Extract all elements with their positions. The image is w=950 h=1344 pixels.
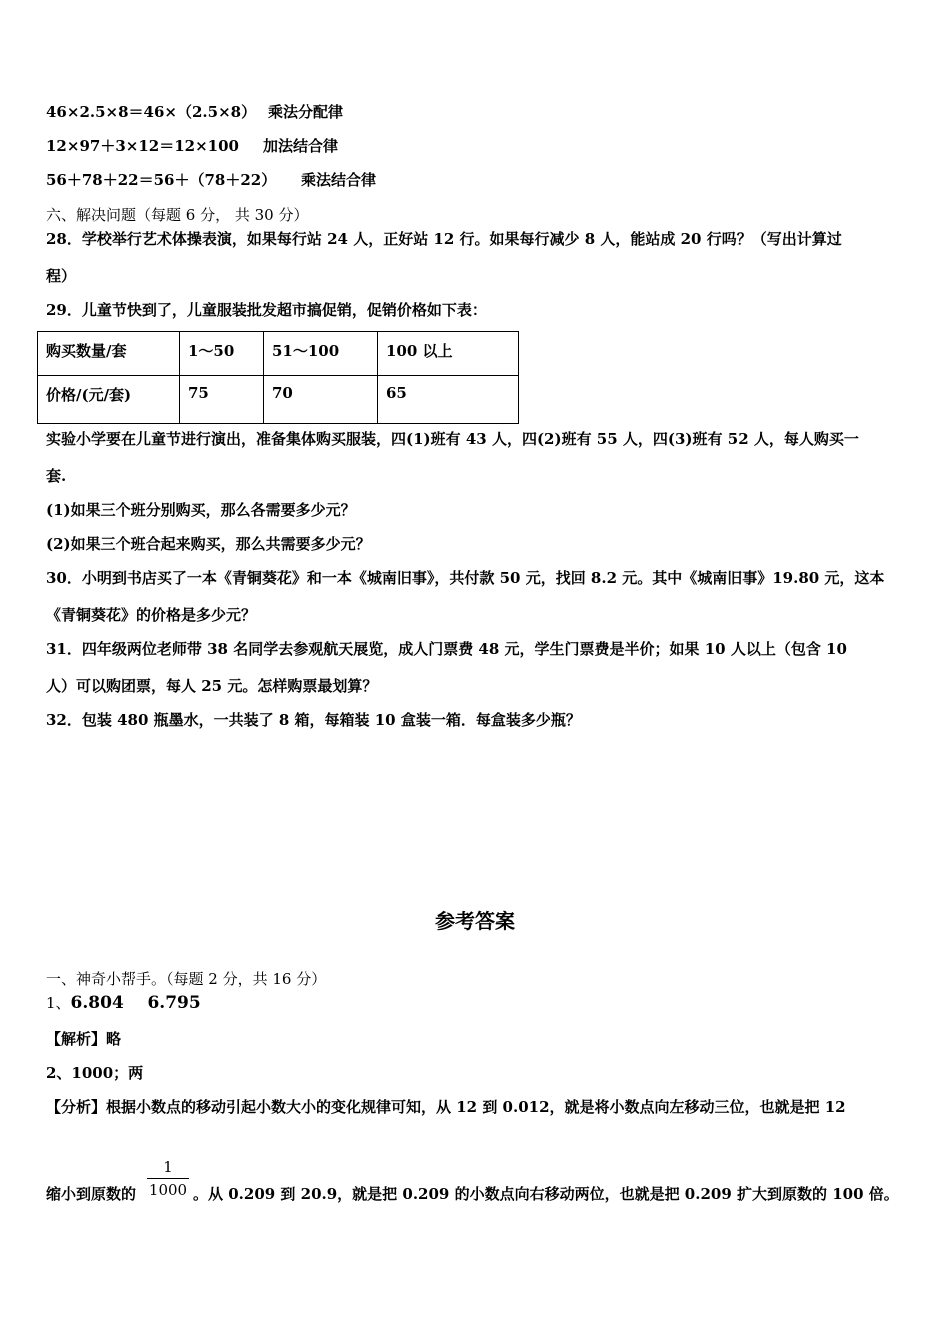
- table-cell: 1～50: [180, 332, 264, 376]
- answer-1-value: 6.804 6.795: [70, 993, 201, 1013]
- table-cell: 价格/(元/套): [38, 376, 180, 424]
- table-cell: 51～100: [264, 332, 378, 376]
- table-cell: 75: [180, 376, 264, 424]
- q30-line1: 30．小明到书店买了一本《青铜葵花》和一本《城南旧事》，共付款 50 元，找回 8.2 元。其中《城南旧事》19.80 元，这本: [46, 569, 885, 587]
- table-cell: 65: [378, 376, 519, 424]
- q32: 32．包装 480 瓶墨水，一共装了 8 箱，每箱装 10 盒装一箱．每盒装多少瓶？: [46, 711, 581, 729]
- answer-2: 2、1000；两: [46, 1064, 144, 1082]
- q29-text1: 实验小学要在儿童节进行演出，准备集体购买服装，四(1)班有 43 人，四(2)班有 55 人，四(3)班有 52 人，每人购买一: [46, 430, 859, 448]
- q30-line2: 《青铜葵花》的价格是多少元？: [46, 606, 257, 624]
- q29-intro: 29．儿童节快到了，儿童服装批发超市搞促销，促销价格如下表：: [46, 301, 487, 319]
- answer-2-analysis-line1: 【分析】根据小数点的移动引起小数大小的变化规律可知，从 12 到 0.012，就是将小数点向左移动三位，也就是把 12: [46, 1098, 846, 1116]
- q31-line2: 人）可以购团票，每人 25 元。怎样购票最划算？: [46, 677, 378, 695]
- law-name-2: 加法结合律: [263, 137, 339, 155]
- answer-1-prefix: 1、: [46, 994, 71, 1012]
- answer-2-text-before: 缩小到原数的: [46, 1185, 137, 1203]
- fraction-numerator: 1: [147, 1158, 189, 1179]
- law-name-1: 乘法分配律: [268, 103, 344, 121]
- q28-line2: 程）: [46, 267, 77, 285]
- law-expr-2: 12×97＋3×12＝12×100: [46, 137, 239, 155]
- q29-sub1: (1)如果三个班分别购买，那么各需要多少元？: [46, 501, 356, 519]
- answers-title: 参考答案: [435, 909, 515, 933]
- fraction-denominator: 1000: [148, 1181, 188, 1199]
- q28-line1: 28．学校举行艺术体操表演，如果每行站 24 人，正好站 12 行。如果每行减少 8 人，能站成 20 行吗？（写出计算过: [46, 230, 842, 248]
- law-expr-3: 56＋78＋22＝56＋（78＋22）: [46, 171, 277, 189]
- q29-text2: 套.: [46, 467, 67, 485]
- price-table: [37, 331, 519, 424]
- answer-1: [46, 993, 201, 1013]
- table-row: [38, 376, 519, 424]
- law-name-3: 乘法结合律: [301, 171, 377, 189]
- answers-section1: 一、神奇小帮手。（每题 2 分，共 16 分）: [46, 970, 327, 988]
- fraction: [147, 1158, 189, 1200]
- q31-line1: 31．四年级两位老师带 38 名同学去参观航天展览，成人门票费 48 元，学生门票费是半价；如果 10 人以上（包含 10: [46, 640, 847, 658]
- table-row: [38, 332, 519, 376]
- section-6-heading: 六、解决问题（每题 6 分， 共 30 分）: [46, 206, 309, 224]
- table-cell: 100 以上: [378, 332, 519, 376]
- q29-sub2: (2)如果三个班合起来购买，那么共需要多少元？: [46, 535, 371, 553]
- table-cell: 70: [264, 376, 378, 424]
- table-cell: 购买数量/套: [38, 332, 180, 376]
- law-expr-1: 46×2.5×8＝46×（2.5×8）: [46, 103, 257, 121]
- answer-2-text-after: 。从 0.209 到 20.9，就是把 0.209 的小数点向右移动两位，也就是把 0.209 扩大到原数的 100 倍。: [193, 1185, 899, 1203]
- answer-1-analysis: 【解析】略: [46, 1030, 122, 1048]
